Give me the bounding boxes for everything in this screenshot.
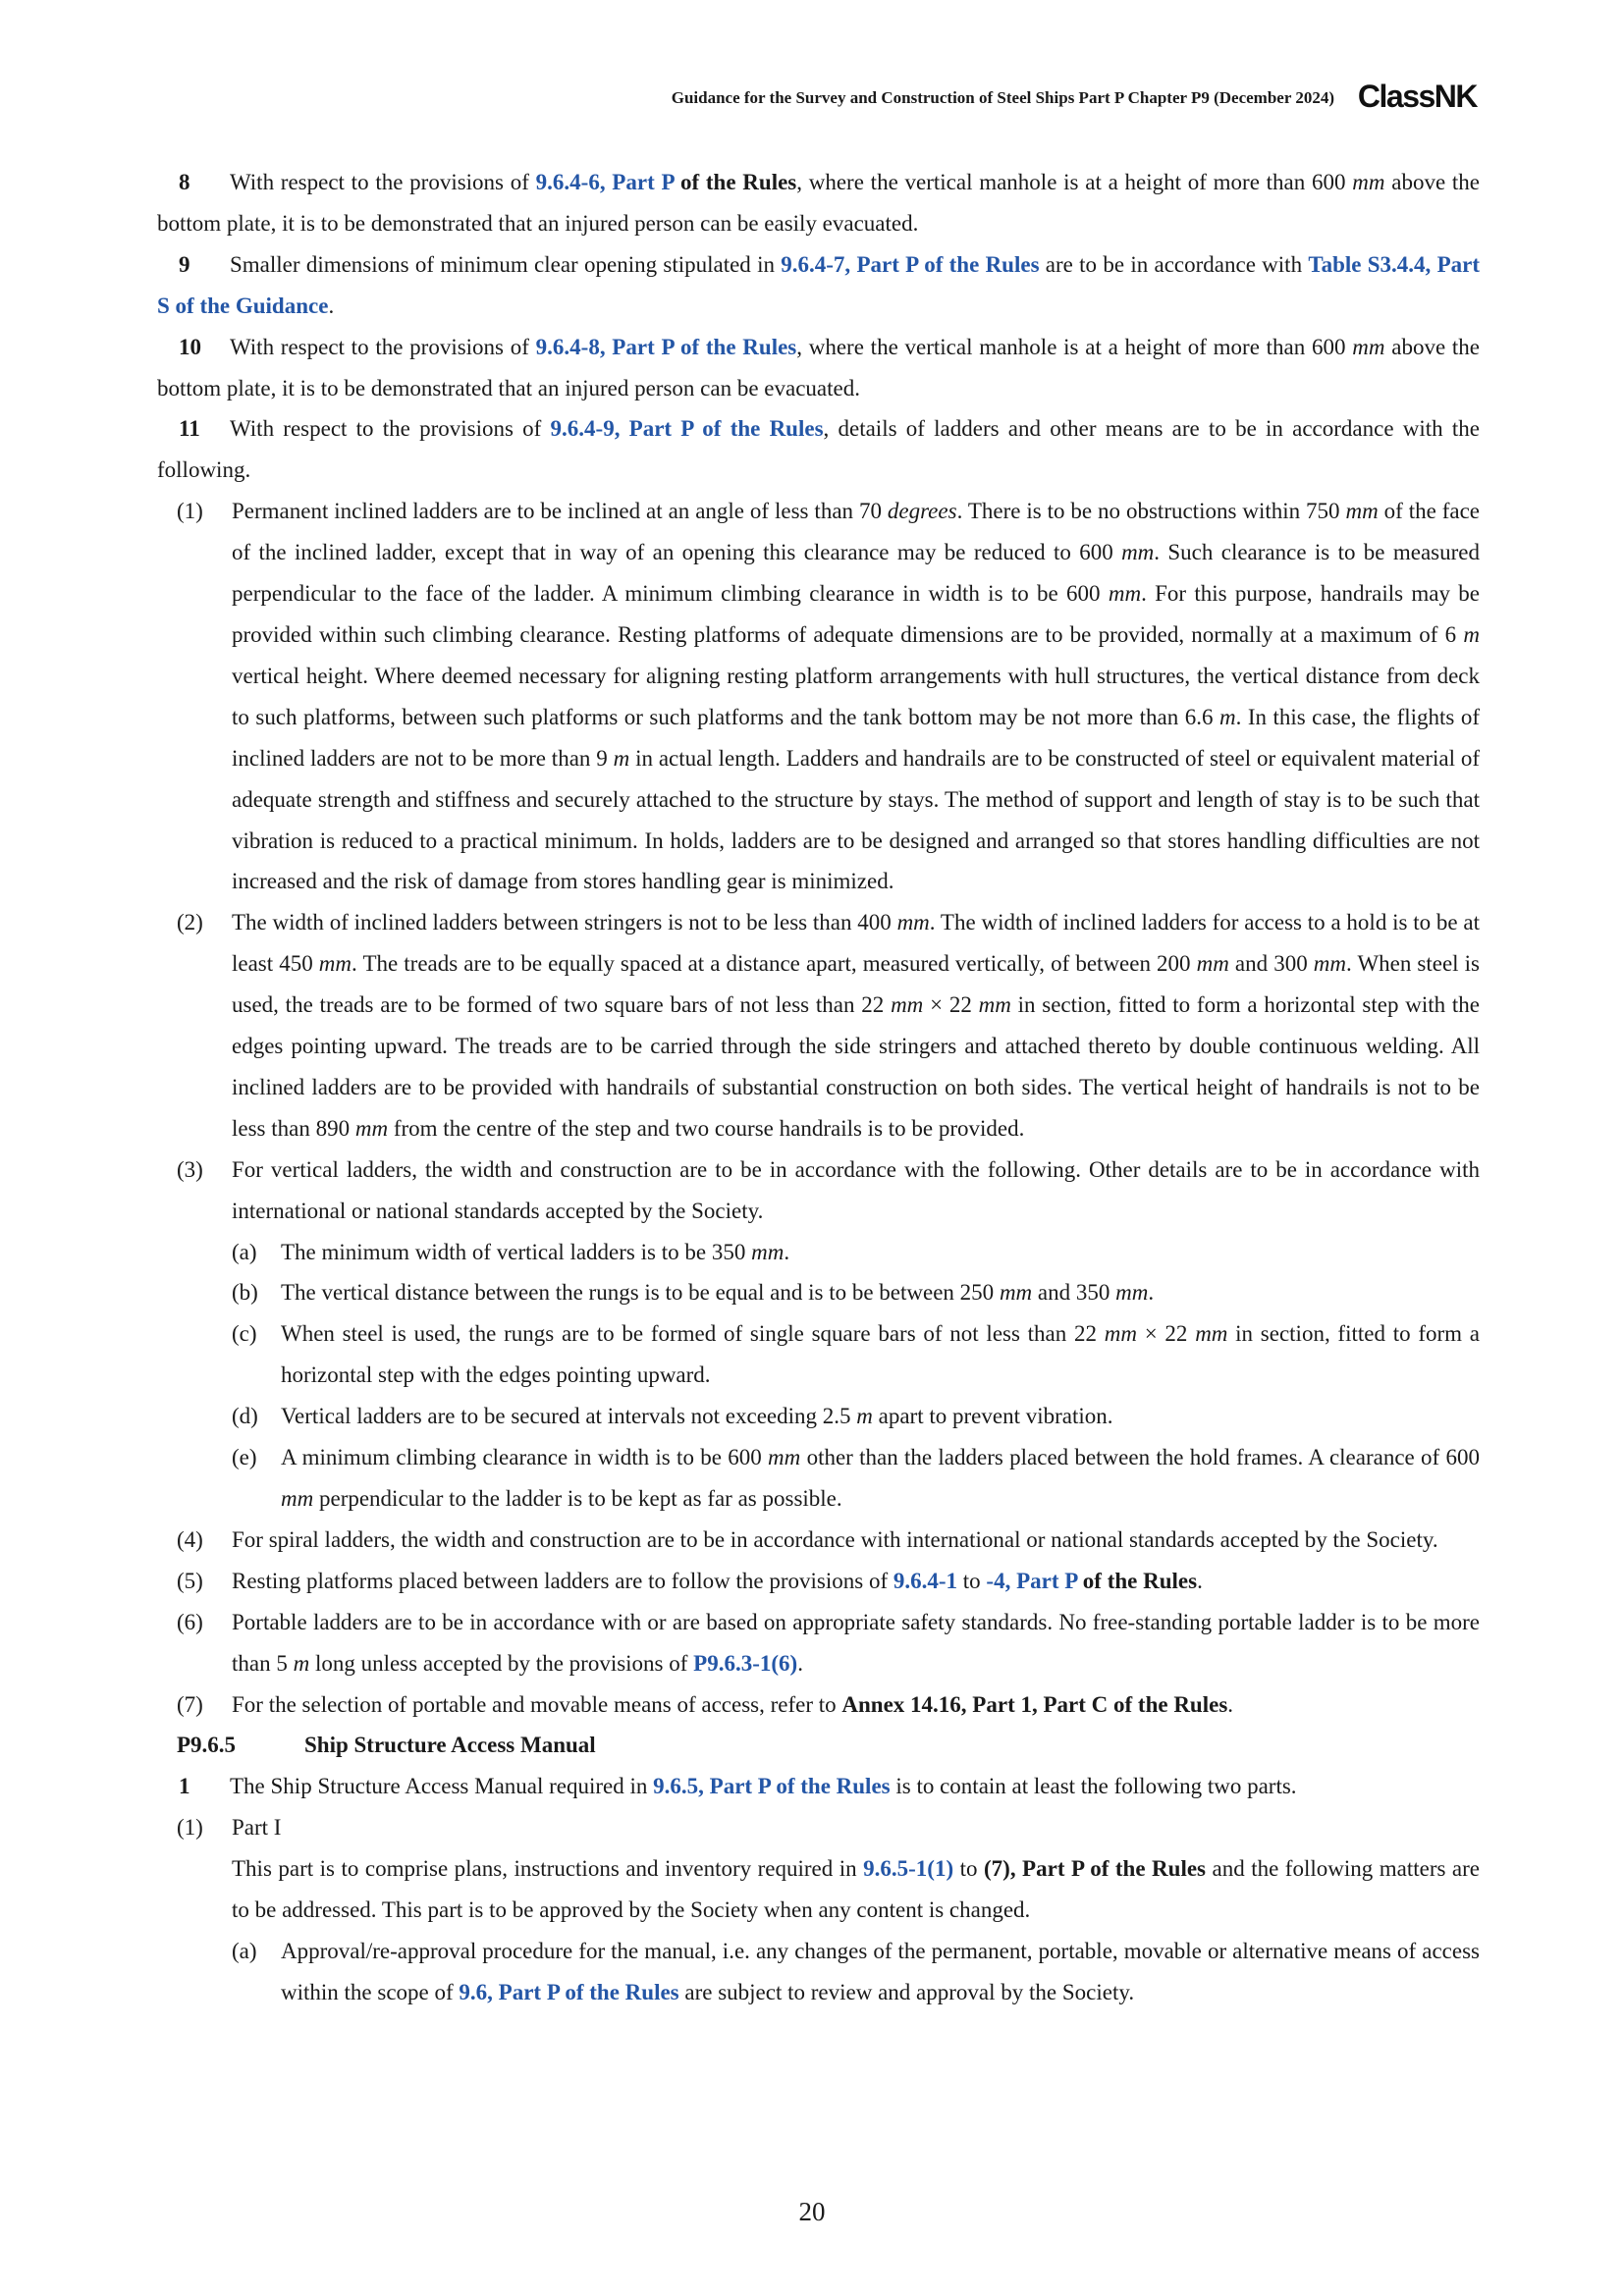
list-item-3: (3) For vertical ladders, the width and construction are to be in accordance with the following. Other details are to be in accordance with international or national standards accepted by the Society. bbox=[177, 1156, 1480, 1223]
section-paragraph-1: 1 The Ship Structure Access Manual required in 9.6.5, Part P of the Rules is to contain at least the following two parts. bbox=[157, 1766, 1480, 1807]
part-i-description: This part is to comprise plans, instructions and inventory required in 9.6.5-1(1) to (7), Part P of the Rules and the following matters are to be addressed. This part is to be approved by the Society when any content is changed. bbox=[232, 1856, 1481, 1923]
document-body bbox=[157, 162, 1480, 2013]
list-item-7: (7) For the selection of portable and movable means of access, refer to Annex 14.16, Part 1, Part C of the Rules. bbox=[177, 1691, 1234, 1717]
paragraph-9: 9 Smaller dimensions of minimum clear opening stipulated in 9.6.4-7, Part P of the Rules are to be in accordance with Table S3.4.4, Part S of the Guidance. bbox=[157, 244, 1480, 327]
paragraph-11: 11 With respect to the provisions of 9.6.4-9, Part P of the Rules, details of ladders and other means are to be in accordance with the following. bbox=[157, 408, 1480, 491]
sub-item-b: (b) The vertical distance between the rungs is to be equal and is to be between 250 mm and 350 mm. bbox=[232, 1280, 1155, 1306]
section-number: P9.6.5 bbox=[177, 1733, 237, 1758]
rule-link[interactable]: -4, Part P bbox=[986, 1568, 1078, 1593]
paragraph-number: 9 bbox=[179, 251, 190, 277]
paragraph-10: 10 With respect to the provisions of 9.6.4-8, Part P of the Rules, where the vertical manhole is at a height of more than 600 mm above the bottom plate, it is to be demonstrated that an injured person can be evacuated. bbox=[157, 327, 1480, 409]
rule-link[interactable]: 9.6.5-1(1) bbox=[863, 1856, 954, 1882]
rule-link[interactable]: 9.6.4-9, Part P of the Rules bbox=[550, 416, 824, 442]
section-list-item-1: (1) Part I bbox=[177, 1815, 282, 1841]
page-number: 20 bbox=[798, 2197, 826, 2226]
sub-item-a: (a) The minimum width of vertical ladders is to be 350 mm. bbox=[232, 1239, 790, 1264]
paragraph-8: 8 With respect to the provisions of 9.6.4-6, Part P of the Rules, where the vertical manhole is at a height of more than 600 mm above the bottom plate, it is to be demonstrated that an injured person can be easily evacuated. bbox=[157, 162, 1480, 244]
section-heading bbox=[157, 1725, 1480, 1766]
guidance-link[interactable]: P9.6.3-1(6) bbox=[693, 1650, 798, 1676]
classnk-logo: ClassNK bbox=[1357, 79, 1477, 114]
paragraph-number: 11 bbox=[179, 416, 200, 442]
rule-link[interactable]: 9.6, Part P of the Rules bbox=[459, 1979, 679, 2004]
paragraph-number: 1 bbox=[179, 1774, 190, 1799]
rule-link[interactable]: 9.6.4-8, Part P of the Rules bbox=[535, 334, 797, 359]
list-item-6: (6) Portable ladders are to be in accordance with or are based on appropriate safety standards. No free-standing portable ladder is to be more than 5 m long unless accepted by the provisions of P9.6.3-1(6). bbox=[177, 1609, 1480, 1676]
page-header bbox=[157, 79, 1477, 118]
rule-link[interactable]: 9.6.5, Part P of the Rules bbox=[653, 1774, 891, 1799]
paragraph-number: 8 bbox=[179, 170, 190, 194]
list-item-2: (2) The width of inclined ladders between stringers is not to be less than 400 mm. The width of inclined ladders for access to a hold is to be at least 450 mm. The treads are to be equally spaced at a distance apart, measured vertically, of between 200 mm and 300 mm. When steel is used, the treads are to be formed of two square bars of not less than 22 mm × 22 mm in section, fitted to form a horizontal step with the edges pointing upward. The treads are to be carried through the side stringers and attached thereto by double continuous welding. All inclined ladders are to be provided with handrails of substantial construction on both sides. The vertical height of handrails is not to be less than 890 mm from the centre of the step and two course handrails is to be provided. bbox=[177, 910, 1481, 1141]
section-title: Ship Structure Access Manual bbox=[304, 1733, 596, 1758]
sub-item-c: (c) When steel is used, the rungs are to be formed of single square bars of not less than 22 mm × 22 mm in section, fitted to form a horizontal step with the edges pointing upward. bbox=[232, 1321, 1480, 1388]
table-link[interactable]: Table S3.4.4, Part S of the Guidance bbox=[157, 251, 1480, 318]
header-title: Guidance for the Survey and Construction of Steel Ships Part P Chapter P9 (December 2024) bbox=[671, 88, 1334, 107]
rule-link[interactable]: 9.6.4-1 bbox=[893, 1568, 958, 1593]
paragraph-number: 10 bbox=[179, 334, 201, 359]
list-item-1: (1) Permanent inclined ladders are to be inclined at an angle of less than 70 degrees. There is to be no obstructions within 750 mm of the face of the inclined ladder, except that in way of an opening this clearance may be reduced to 600 mm. Such clearance is to be measured perpendicular to the face of the ladder. A minimum climbing clearance in width is to be 600 mm. For this purpose, handrails may be provided within such climbing clearance. Resting platforms of adequate dimensions are to be provided, normally at a maximum of 6 m vertical height. Where deemed necessary for aligning resting platform arrangements with hull structures, the vertical distance from deck to such platforms, between such platforms or such platforms and the tank bottom may be not more than 6.6 m. In this case, the flights of inclined ladders are not to be more than 9 m in actual length. Ladders and handrails are to be constructed of steel or equivalent material of adequate strength and stiffness and securely attached to the structure by stays. The method of support and length of stay is to be such that vibration is reduced to a practical minimum. In holds, ladders are to be designed and arranged so that stores handling difficulties are not increased and the risk of damage from stores handling gear is minimized. bbox=[177, 499, 1481, 894]
list-item-5: (5) Resting platforms placed between ladders are to follow the provisions of 9.6.4-1 to -4, Part P of the Rules. bbox=[177, 1568, 1203, 1593]
sub-item-e: (e) A minimum climbing clearance in width is to be 600 mm other than the ladders placed between the hold frames. A clearance of 600 mm perpendicular to the ladder is to be kept as far as possible. bbox=[232, 1445, 1480, 1511]
sub-item-d: (d) Vertical ladders are to be secured at intervals not exceeding 2.5 m apart to prevent vibration. bbox=[232, 1404, 1113, 1429]
part-i-sub-item-a: (a) Approval/re-approval procedure for the manual, i.e. any changes of the permanent, portable, movable or alternative means of access within the scope of 9.6, Part P of the Rules are subject to review and approval by the Society. bbox=[232, 1938, 1480, 2004]
list-item-4: (4) For spiral ladders, the width and construction are to be in accordance with international or national standards accepted by the Society. bbox=[177, 1526, 1438, 1552]
rule-link[interactable]: 9.6.4-7, Part P of the Rules bbox=[781, 251, 1040, 277]
rule-link[interactable]: 9.6.4-6, Part P bbox=[535, 170, 675, 194]
